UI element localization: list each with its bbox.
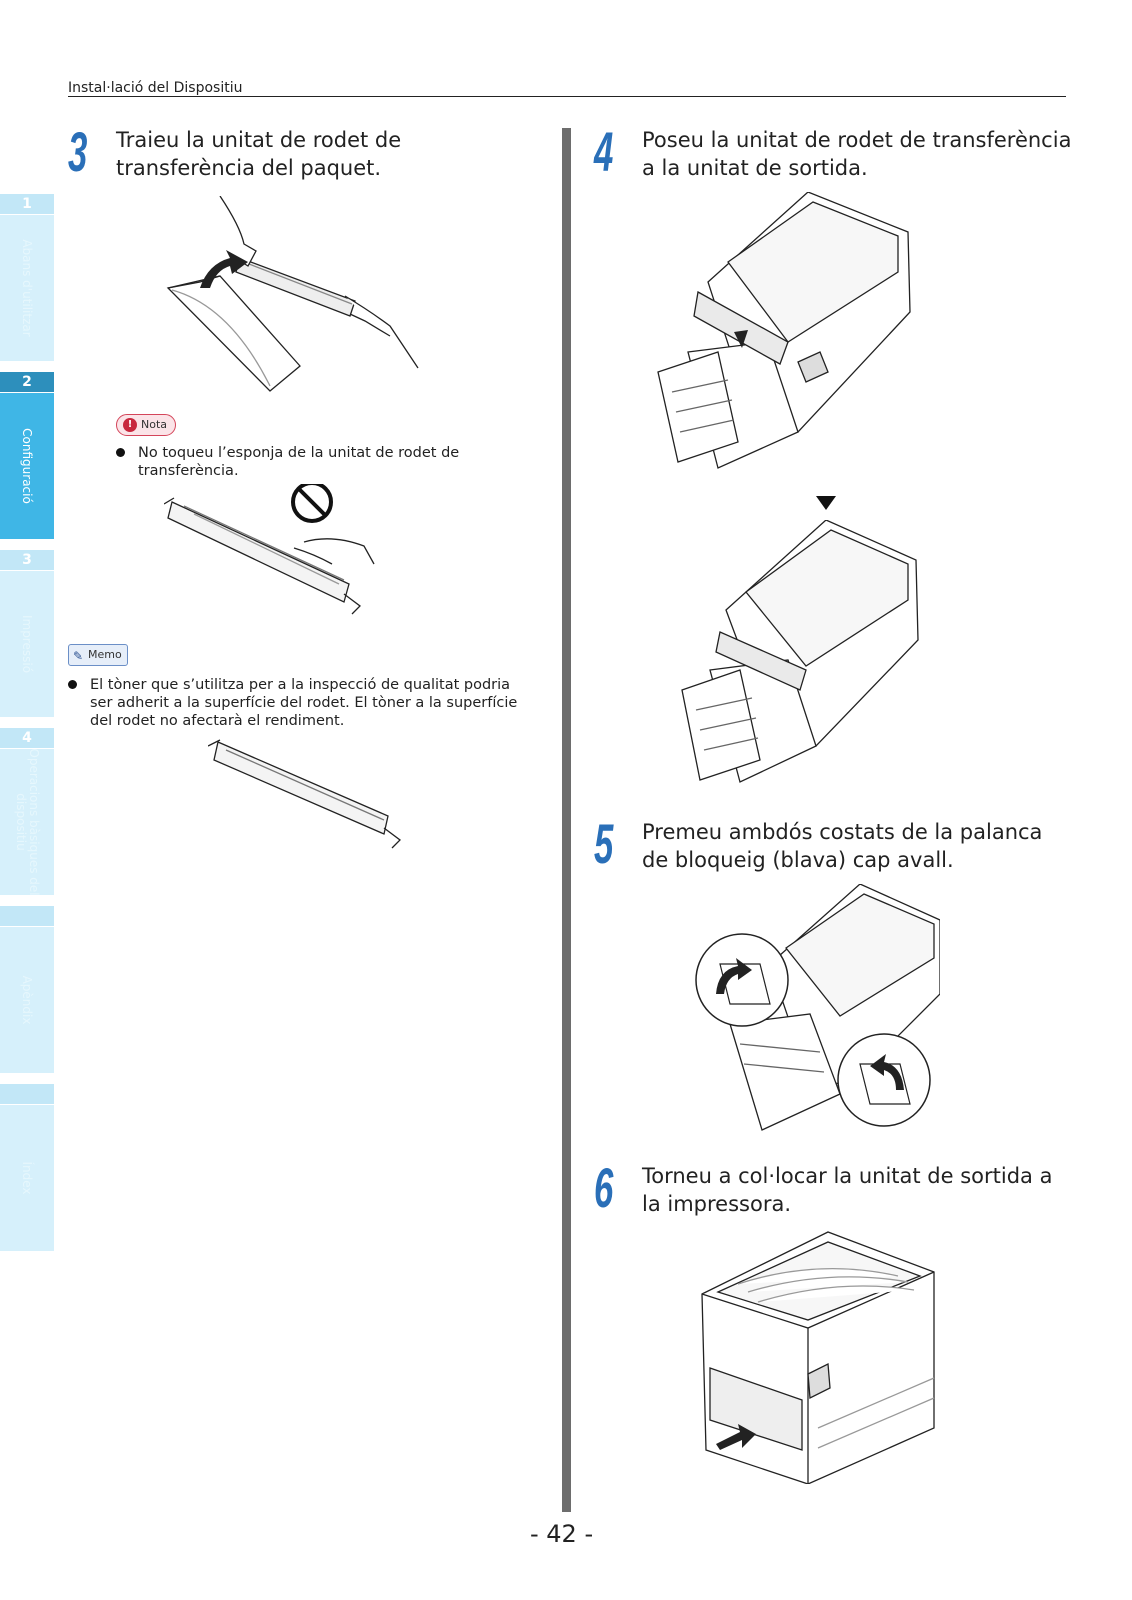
memo-text-line: El tòner que s’utilitza per a la inspecció de qualitat podria <box>90 677 511 693</box>
step-instruction <box>642 818 1042 874</box>
step-line: a la unitat de sortida. <box>642 156 868 180</box>
tab-number: 1 <box>0 194 54 214</box>
step-number: 3 <box>68 120 88 183</box>
printer-closed-illustration <box>698 1228 938 1484</box>
tab-number: 4 <box>0 728 54 748</box>
sidebar-tab-3[interactable] <box>0 550 54 717</box>
sidebar-tab-2[interactable] <box>0 372 54 539</box>
roller-no-touch-illustration <box>164 484 394 624</box>
memo-badge-label: Memo <box>88 648 122 661</box>
step-line: Traieu la unitat de rodet de <box>116 128 402 152</box>
bullet-dot <box>68 680 77 689</box>
tab-number <box>0 1084 54 1104</box>
step-line: de bloqueig (blava) cap avall. <box>642 848 954 872</box>
sidebar-tab-index[interactable] <box>0 1084 54 1251</box>
column-divider <box>562 128 571 1512</box>
memo-badge <box>68 644 128 666</box>
sidebar-tab-4[interactable] <box>0 728 54 895</box>
arrow-down-icon <box>816 496 836 510</box>
step-line: Torneu a col·locar la unitat de sortida a <box>642 1164 1053 1188</box>
tab-number <box>0 906 54 926</box>
page-number: - 42 - <box>530 1520 594 1548</box>
note-badge-label: Nota <box>141 418 168 431</box>
warning-icon: ! <box>123 418 137 432</box>
header-rule <box>68 96 1066 97</box>
step-number: 6 <box>594 1156 614 1219</box>
tab-label: Impressió <box>20 614 34 674</box>
sidebar-tab-1[interactable] <box>0 194 54 361</box>
tab-number: 2 <box>0 372 54 392</box>
roller-toner-illustration <box>208 736 404 852</box>
step-number: 4 <box>594 120 614 183</box>
sidebar-tab-appendix[interactable] <box>0 906 54 1073</box>
step-line: Premeu ambdós costats de la palanca <box>642 820 1043 844</box>
pencil-icon: ✎ <box>73 649 84 663</box>
tab-label: Apèndix <box>20 975 34 1025</box>
roller-unbag-illustration <box>160 196 440 396</box>
step-instruction <box>116 126 401 182</box>
tab-label: Operacions bàsiques del dispositiu <box>14 748 41 896</box>
printer-open-illustration-a <box>648 192 920 478</box>
note-text-line: transferència. <box>138 463 239 479</box>
memo-text-line: del rodet no afectarà el rendiment. <box>90 713 345 729</box>
step-line: Poseu la unitat de rodet de transferència <box>642 128 1072 152</box>
step-instruction <box>642 1162 1052 1218</box>
memo-bullet <box>68 676 548 732</box>
running-header: Instal·lació del Dispositiu <box>68 80 243 96</box>
note-text-line: No toqueu l’esponja de la unitat de rodet de <box>138 445 460 461</box>
note-bullet <box>116 444 536 484</box>
step-line: la impressora. <box>642 1192 791 1216</box>
tab-number: 3 <box>0 550 54 570</box>
tab-label: Abans d'utilitzar <box>20 239 34 337</box>
step-instruction <box>642 126 1071 182</box>
printer-open-illustration-b <box>676 520 928 788</box>
memo-text-line: ser adherit a la superfície del rodet. El tòner a la superfície <box>90 695 518 711</box>
tab-label: Índex <box>20 1161 34 1195</box>
step-line: transferència del paquet. <box>116 156 382 180</box>
bullet-dot <box>116 448 125 457</box>
tab-label: Configuració <box>20 428 34 504</box>
note-badge <box>116 414 176 436</box>
step-number: 5 <box>594 812 614 875</box>
lock-lever-illustration <box>690 884 940 1132</box>
